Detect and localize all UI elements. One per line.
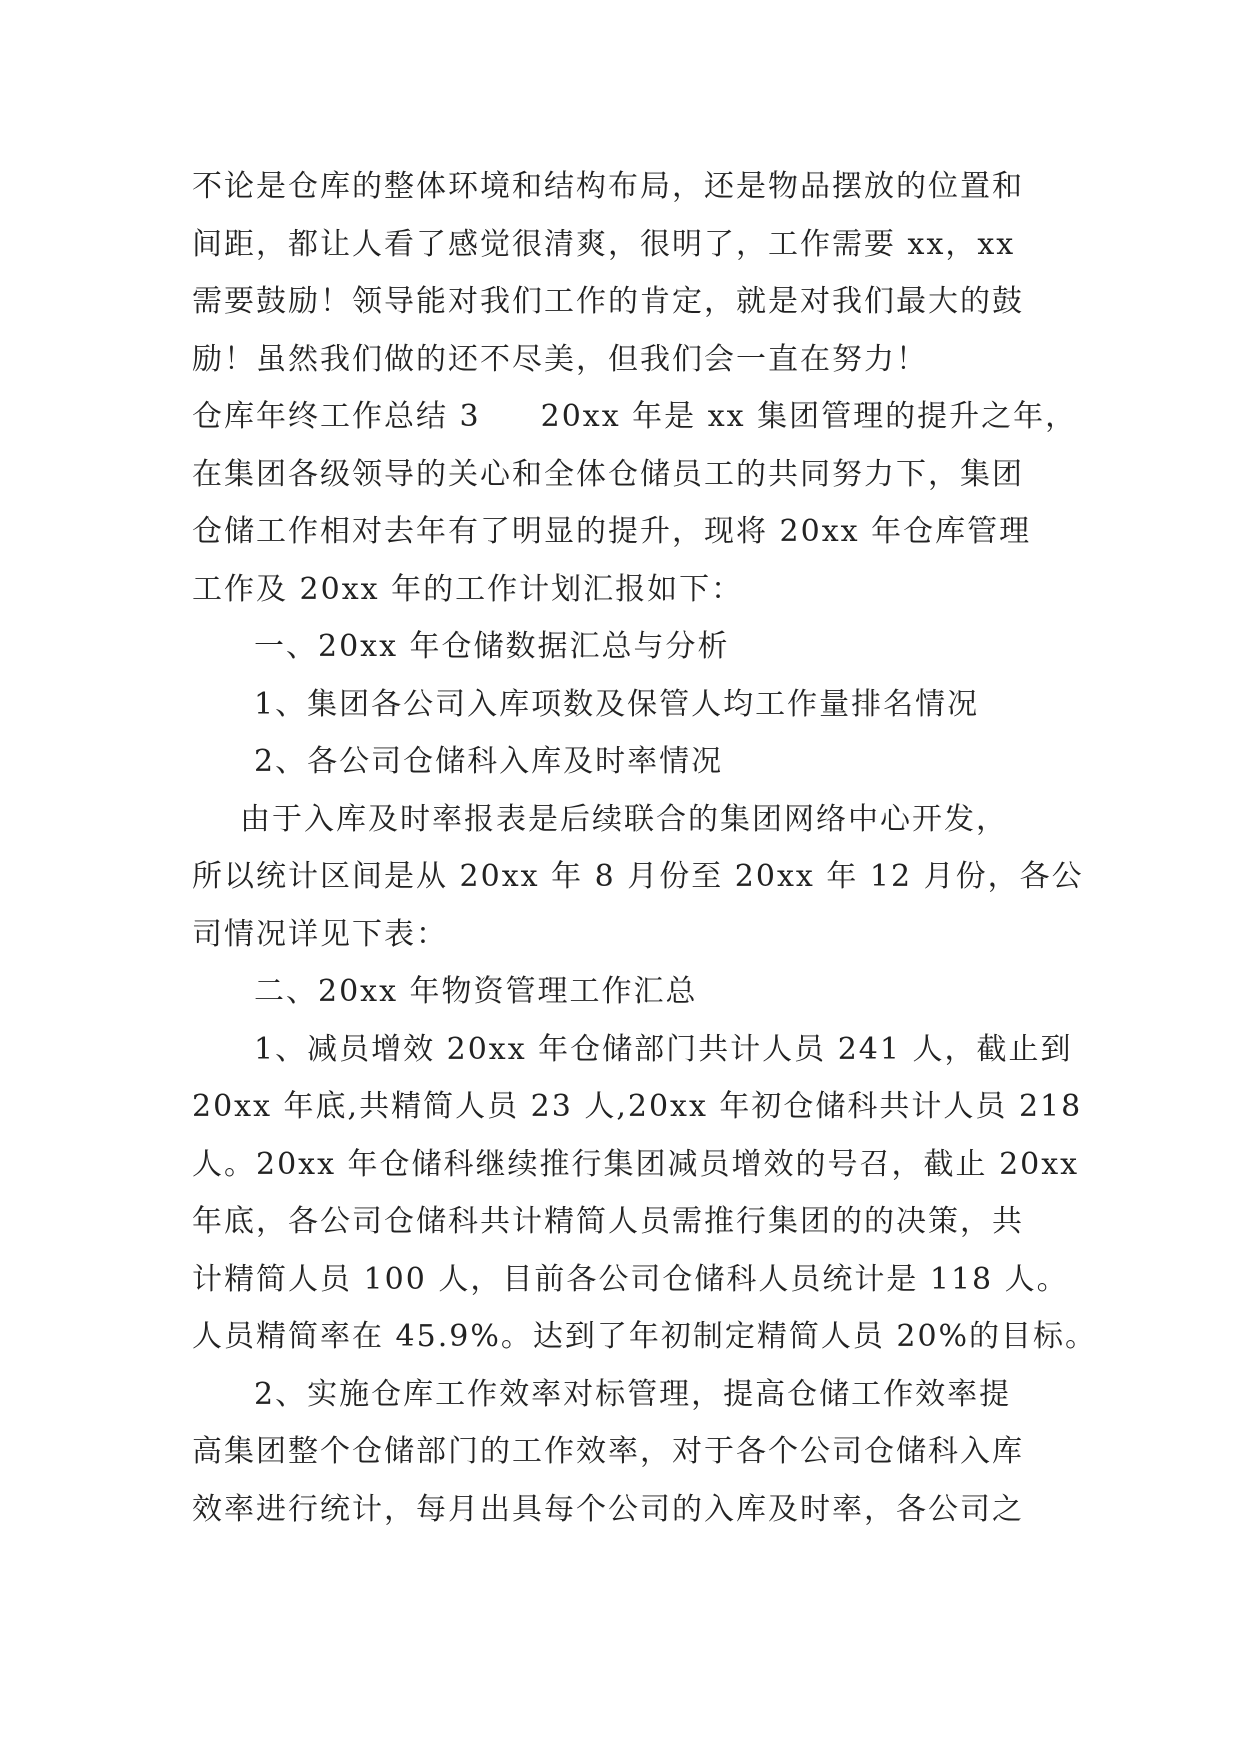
text-line: 年底，各公司仓储科共计精简人员需推行集团的的决策，共: [192, 1204, 1024, 1239]
text-line: 励！虽然我们做的还不尽美，但我们会一直在努力！: [192, 341, 928, 377]
text-line: 需要鼓励！领导能对我们工作的肯定，就是对我们最大的鼓: [192, 284, 1024, 319]
text-line: 人。20xx 年仓储科继续推行集团减员增效的号召，截止 20xx: [192, 1146, 1080, 1182]
text-line: 仓储工作相对去年有了明显的提升，现将 20xx 年仓库管理: [192, 514, 1032, 549]
text-line: 人员精简率在 45.9%。达到了年初制定精简人员 20%的目标。: [192, 1319, 1098, 1354]
text-line: 在集团各级领导的关心和全体仓储员工的共同努力下，集团: [192, 456, 1024, 492]
text-line: 效率进行统计，每月出具每个公司的入库及时率，各公司之: [192, 1491, 1024, 1527]
text-line: 20xx 年是 xx 集团管理的提升之年，: [540, 399, 1078, 434]
text-line: 高集团整个仓储部门的工作效率，对于各个公司仓储科入库: [192, 1434, 1024, 1469]
text-line: 所以统计区间是从 20xx 年 8 月份至 20xx 年 12 月份，各公: [192, 859, 1084, 894]
text-line: 工作及 20xx 年的工作计划汇报如下：: [192, 571, 744, 607]
text-line: 不论是仓库的整体环境和结构布局，还是物品摆放的位置和: [192, 169, 1024, 204]
document-body: [192, 158, 1098, 1538]
text-line: 2、实施仓库工作效率对标管理，提高仓储工作效率提: [254, 1376, 1012, 1412]
text-line: 20xx 年底,共精简人员 23 人,20xx 年初仓储科共计人员 218: [192, 1089, 1083, 1124]
text-line: 1、减员增效 20xx 年仓储部门共计人员 241 人，截止到: [254, 1031, 1073, 1067]
subheading-line: 二、20xx 年物资管理工作汇总: [254, 974, 698, 1009]
section-heading-line: [192, 388, 1078, 446]
text-line: 间距，都让人看了感觉很清爽，很明了，工作需要 xx，xx: [192, 226, 1016, 262]
section-heading: 仓库年终工作总结 3: [192, 399, 481, 434]
text-line: 由于入库及时率报表是后续联合的集团网络中心开发，: [240, 801, 1008, 837]
text-line: 司情况详见下表：: [192, 916, 448, 952]
text-line: 计精简人员 100 人，目前各公司仓储科人员统计是 118 人。: [192, 1261, 1069, 1297]
text-line: 2、各公司仓储科入库及时率情况: [254, 744, 724, 779]
subheading-line: 一、20xx 年仓储数据汇总与分析: [254, 629, 730, 664]
text-line: 1、集团各公司入库项数及保管人均工作量排名情况: [254, 686, 980, 722]
